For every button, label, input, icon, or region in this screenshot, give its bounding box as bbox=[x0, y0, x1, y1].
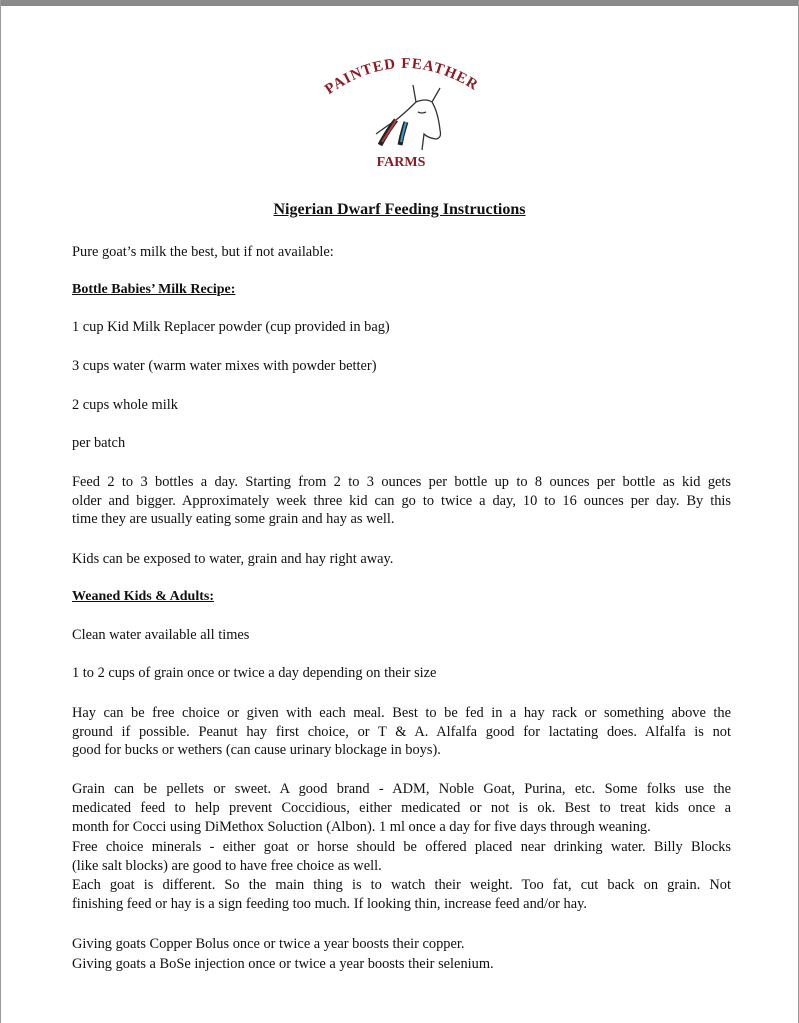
text-line: time they are usually eating some grain and hay as well. bbox=[72, 511, 395, 528]
recipe-item: 1 cup Kid Milk Replacer powder (cup provided in bag) bbox=[72, 319, 390, 335]
painted-feather-farms-logo bbox=[318, 50, 484, 170]
grain-paragraph bbox=[72, 780, 731, 914]
text-line: finishing feed or hay is a sign feeding too much. If looking thin, increase feed and/or hay. bbox=[72, 896, 587, 913]
text-line: Each goat is different. So the main thing is to watch their weight. Too fat, cut back on grain. Not bbox=[72, 877, 731, 894]
text-line: Free choice minerals - either goat or horse should be offered placed near drinking water. Billy Blocks bbox=[72, 838, 731, 855]
recipe-item: 2 cups whole milk bbox=[72, 397, 178, 413]
text-line: (like salt blocks) are good to have free choice as well. bbox=[72, 857, 382, 874]
weaned-item: 1 to 2 cups of grain once or twice a day depending on their size bbox=[72, 665, 437, 681]
bottle-babies-heading: Bottle Babies’ Milk Recipe: bbox=[72, 282, 236, 297]
recipe-item: per batch bbox=[72, 435, 126, 451]
document-title: Nigerian Dwarf Feeding Instructions bbox=[273, 201, 526, 218]
text-line: month for Cocci using DiMethox Soluction (Albon). 1 ml once a day for five days through weaning. bbox=[72, 819, 651, 836]
text-line: Giving goats a BoSe injection once or twice a year boosts their selenium. bbox=[72, 956, 494, 972]
intro-line: Pure goat’s milk the best, but if not available: bbox=[72, 244, 334, 260]
page-left-border bbox=[0, 0, 1, 1023]
text-line: Feed 2 to 3 bottles a day. Starting from 2 to 3 ounces per bottle up to 8 ounces per bottle as kid gets bbox=[72, 474, 731, 490]
text-line: Giving goats Copper Bolus once or twice a year boosts their copper. bbox=[72, 936, 465, 952]
feeding-paragraph bbox=[72, 473, 731, 529]
text-line: older and bigger. Approximately week three kid can go to twice a day, 10 to 16 ounces per day. By this bbox=[72, 492, 731, 509]
text-line: ground if possible. Peanut hay first choice, or T & A. Alfalfa good for lactating does. Alfalfa is not bbox=[72, 723, 731, 740]
weaned-heading: Weaned Kids & Adults: bbox=[72, 589, 214, 604]
supplements-paragraph bbox=[72, 934, 731, 974]
text-line: Hay can be free choice or given with each meal. Best to be fed in a hay rack or something above the bbox=[72, 705, 731, 721]
svg-text:PAINTED FEATHER: PAINTED FEATHER bbox=[322, 55, 482, 98]
window-top-border bbox=[0, 0, 799, 6]
hay-paragraph bbox=[72, 704, 731, 760]
text-line: good for bucks or wethers (can cause urinary blockage in boys). bbox=[72, 742, 441, 759]
text-line: medicated feed to help prevent Coccidious, either medicated or not is ok. Best to treat kids once a bbox=[72, 800, 731, 817]
weaned-item: Clean water available all times bbox=[72, 627, 250, 643]
feather-icon bbox=[380, 120, 406, 145]
recipe-item: 3 cups water (warm water mixes with powder better) bbox=[72, 358, 377, 374]
kids-line: Kids can be exposed to water, grain and hay right away. bbox=[72, 551, 394, 567]
svg-text:FARMS: FARMS bbox=[376, 155, 426, 170]
text-line: Grain can be pellets or sweet. A good brand - ADM, Noble Goat, Purina, etc. Some folks use the bbox=[72, 781, 731, 797]
